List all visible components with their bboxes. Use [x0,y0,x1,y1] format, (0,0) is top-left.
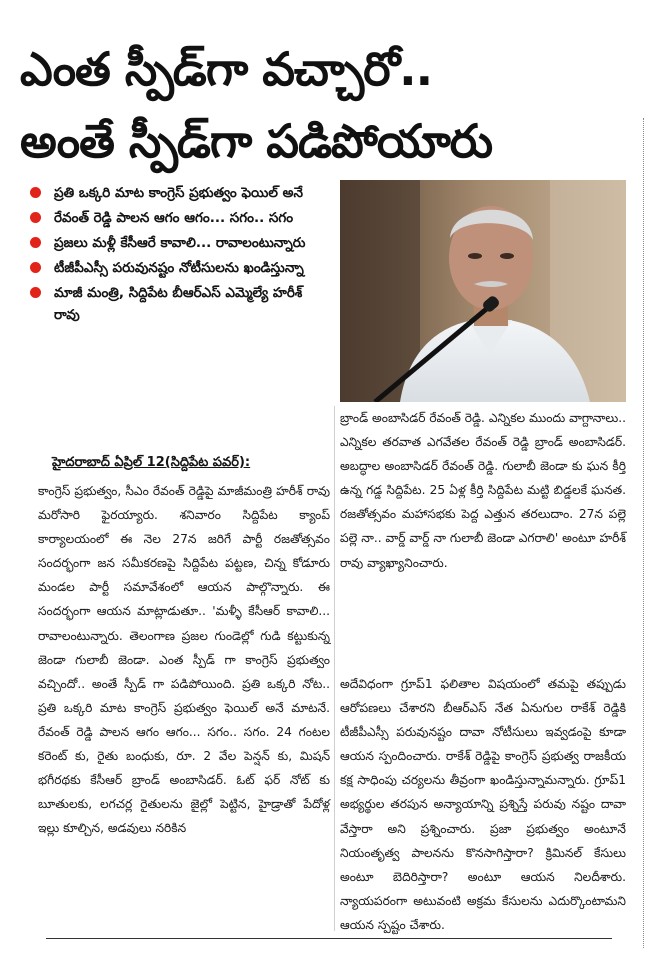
article-paragraph: అదేవిధంగా గ్రూప్1 ఫలితాల విషయంలో తమపై తప్పుడు ఆరోపణలు చేశారని బీఆర్ఎస్ నేత ఏనుగుల రాకేశ్ రెడ్డికి టీజీపీఎస్సీ పరువునష్టం దావా నోటీసులు ఇవ్వడంపై కూడా ఆయన స్పందించారు. రాకేశ్ రెడ్డిపై కాంగ్రెస్ ప్రభుత్వ రాజకీయ కక్ష సాధింపు చర్యలను తీవ్రంగా ఖండిస్తున్నామన్నారు. గ్రూప్1 అభ్యర్థుల తరపున అన్యాయాన్ని ప్రశ్నిస్తే పరువు నష్టం దావా వేస్తారా అని ప్రశ్నించారు. ప్రజా ప్రభుత్వం అంటూనే నియంతృత్వ పాలనను కొనసాగిస్తారా? క్రిమినల్ కేసులు అంటూ బెదిరిస్తారా? అంటూ ఆయన నిలదీశారు. న్యాయపరంగా అటువంటి అక్రమ కేసులను ఎదుర్కొంటామని ఆయన స్పష్టం చేశారు. [340,677,626,932]
bullet-dot-icon [30,287,41,298]
highlight-text: ప్రజలు మళ్లీ కేసీఆరే కావాలి... రావాలంటున్నారు [54,235,306,251]
article-paragraph: కాంగ్రెస్ ప్రభుత్వం, సీఎం రేవంత్ రెడ్డిపై మాజీమంత్రి హరీశ్ రావు మరోసారి ఫైరయ్యారు. శనివారం సిద్దిపేట క్యాంప్ కార్యాలయంలో ఈ నెల 27న జరిగే పార్టీ రజతోత్సవం సందర్భంగా జన సమీకరణపై సిద్దిపేట పట్టణ, చిన్న కోడూరు మండల పార్టీ సమావేశంలో ఆయన పాల్గొన్నారు. ఈ సందర్భంగా ఆయన మాట్లాడుతూ.. 'మళ్ళీ కేసీఆర్ కావాలి... రావాలంటున్నారు. తెలంగాణ ప్రజల గుండెల్లో గుడి కట్టుకున్న జెండా గులాబీ జెండా. ఎంత స్పీడ్ గా కాంగ్రెస్ ప్రభుత్వం వచ్చిందో.. అంతే స్పీడ్ గా పడిపోయింది. ప్రతి ఒక్కరి నోట.. ప్రతి ఒక్కరి మాట కాంగ్రెస్ ప్రభుత్వం ఫెయిల్ అనే మాటనే. రేవంత్ రెడ్డి పాలన ఆగం ఆగం... సగం.. సగం. 24 గంటల కరెంట్ కు, రైతు బంధుకు, రూ. 2 వేల పెన్షన్ కు, మిషన్ భగీరథకు కేసీఆర్ బ్రాండ్ అంబాసిడర్. ఓట్ ఫర్ నోట్ కు బూతులకు, లగచర్ల రైతులను జైల్లో పెట్టిన, హైడ్రాతో పేదోళ్ల ఇల్లు కూల్చిన, అడవులు నరికిన [38,484,330,836]
highlight-text: రేవంత్ రెడ్డి పాలన ఆగం ఆగం... సగం.. సగం [54,210,294,226]
article-left-column [38,479,330,840]
highlight-item [24,182,329,204]
bullet-dot-icon [30,237,41,248]
headline-line-2: అంతే స్పీడ్‌గా పడిపోయారు [20,114,492,168]
right-column-rule [643,118,644,948]
highlight-item [24,257,329,279]
highlights-list [24,182,329,329]
highlight-text: టీజీపీఎస్సీ పరువునష్టం నోటీసులను ఖండిస్తున్నా [54,260,304,276]
speaker-photo-illustration [340,180,626,402]
highlight-item [24,282,329,326]
dateline: హైదరాబాద్ ఏప్రిల్ 12(సిద్దిపేట పవర్): [52,455,251,470]
article-paragraph: బ్రాండ్ అంబాసిడర్ రేవంత్ రెడ్డి. ఎన్నికల ముందు వాగ్దానాలు.. ఎన్నికల తరవాత ఎగవేతల రేవంత్ రెడ్డి బ్రాండ్ అంబాసిడర్. అబద్ధాల అంబాసిడర్ రేవంత్ రెడ్డి. గులాబీ జెండా కు ఘన కీర్తి ఉన్న గడ్డ సిద్దిపేట. 25 ఏళ్ల కీర్తి సిద్దిపేట మట్టి బిడ్డలకే ఘనత. రజతోత్సవం మహాసభకు పెద్ద ఎత్తున తరలుదాం. 27న పల్లె పల్లె నా.. వార్డ్ వార్డ్ నా గులాబీ జెండా ఎగరాలి' అంటూ హరీశ్ రావు వ్యాఖ్యానించారు. [340,411,626,570]
bullet-dot-icon [30,262,41,273]
highlight-text: మాజీ మంత్రి, సిద్దిపేట బీఆర్ఎస్ ఎమ్మెల్యే హరీశ్ రావు [54,285,303,323]
highlight-item [24,232,329,254]
column-divider [334,406,335,931]
article-right-column-top [340,406,626,575]
bullet-dot-icon [30,212,41,223]
highlight-item [24,207,329,229]
headline-line-1: ఎంత స్పీడ్‌గా వచ్చారో.. [20,42,433,96]
bottom-rule [46,938,612,939]
bullet-dot-icon [30,187,41,198]
article-right-column-bottom [340,672,626,937]
speaker-photo [340,180,626,402]
highlight-text: ప్రతి ఒక్కరి మాట కాంగ్రెస్ ప్రభుత్వం ఫెయిల్ అనే [54,185,303,201]
